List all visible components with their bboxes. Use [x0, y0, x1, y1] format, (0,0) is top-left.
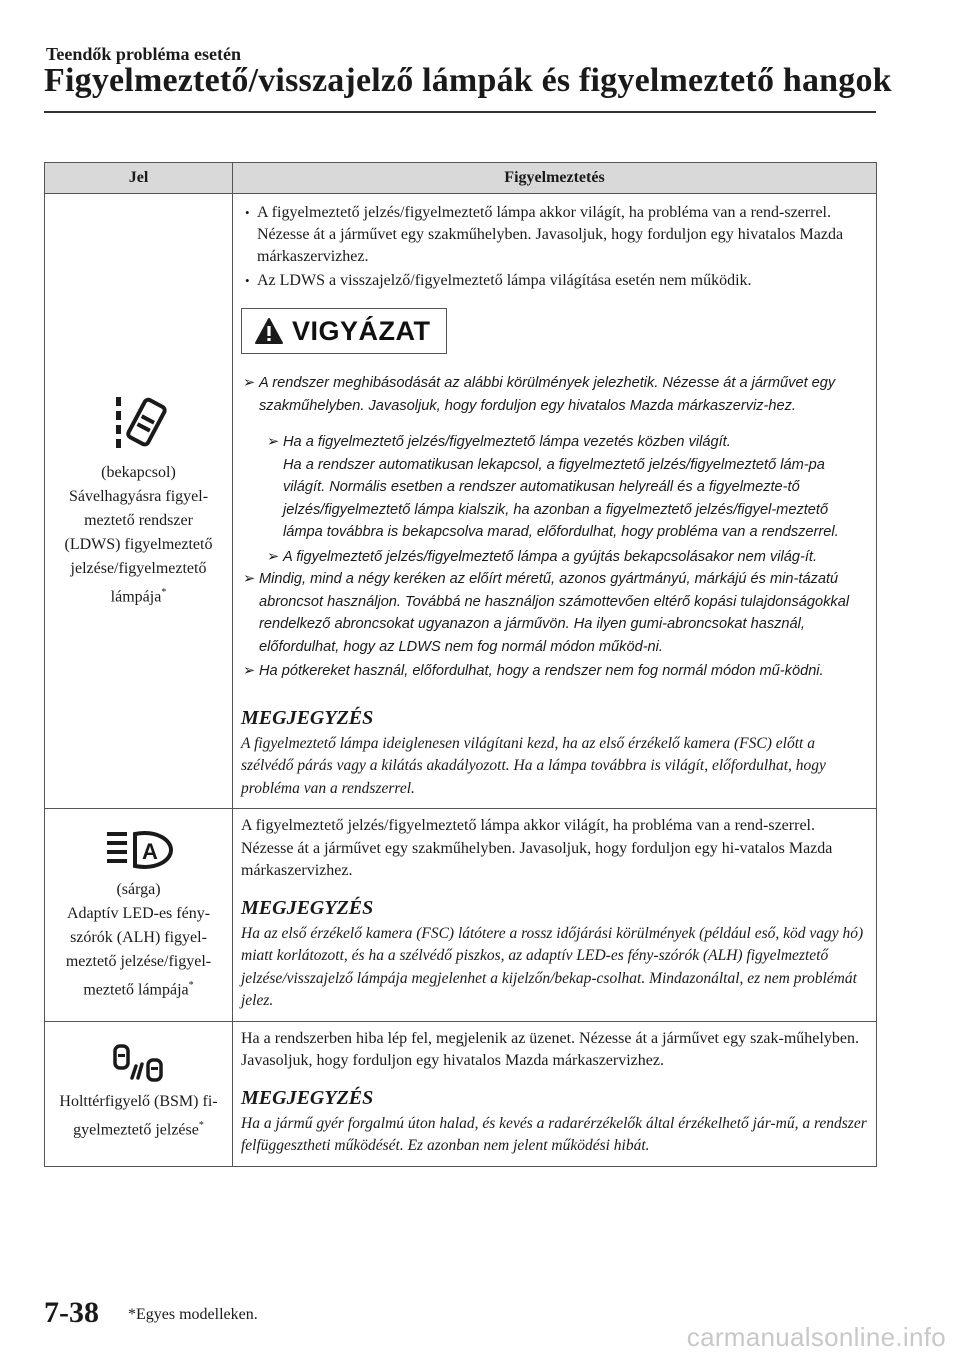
- footnote: *Egyes modelleken.: [128, 1306, 258, 1323]
- title-divider: [44, 111, 876, 113]
- blind-spot-monitoring-icon: [109, 1044, 169, 1084]
- table-row: [45, 809, 877, 1022]
- page-title: Figyelmeztető/visszajelző lámpák és figyelmeztető hangok: [44, 62, 892, 99]
- warning-triangle-icon: [254, 317, 284, 345]
- warning-lights-table: [44, 162, 877, 1167]
- list-item: • A figyelmeztető jelzés/figyelmeztető lámpa akkor világít, ha probléma van a rend-szerrel. Nézesse át a járművet egy szakműhelyben. Javasoljuk, hogy forduljon egy hivatalos Mazda márkaszervizhez.: [241, 202, 868, 268]
- symbol-cell: [45, 809, 233, 1022]
- warning-cell: [233, 809, 877, 1022]
- warning-cell: [233, 194, 877, 809]
- column-header-warning: Figyelmeztetés: [233, 163, 877, 194]
- note-text: Ha az első érzékelő kamera (FSC) látótere a rossz időjárási körülmények (például eső, köd vagy hó) miatt korlátozott, és ha a szélvédő piszkos, az adaptív LED-es fény-szórók (ALH) figyelmeztető jelzése/visszajelző lámpája megjelenhet a kijelzőn/bekap-csolhat. Mindazonáltal, ez nem problémát jelez.: [241, 924, 864, 1009]
- note-heading: MEGJEGYZÉS: [241, 896, 374, 919]
- symbol-label: (sárga) Adaptív LED-es fény- szórók (ALH) figyel- meztető jelzése/figyel- meztető lámpája*: [65, 880, 212, 998]
- table-header-row: [45, 163, 877, 194]
- note-text: Ha a jármű gyér forgalmú úton halad, és kevés a radarérzékelők által érzékelhető jár-mű, a rendszer felfüggesztheti működését. Ez azonban nem jelent működési hibát.: [241, 1114, 867, 1154]
- caution-content: [241, 372, 868, 683]
- table-row: [45, 1021, 877, 1166]
- note-text: A figyelmeztető lámpa ideiglenesen világítani kezd, ha az első érzékelő kamera (FSC) előtt a szélvédő párás vagy a kilátás akadályozott. Ha a lámpa továbbra is világít, előfordulhat, hogy probléma van a rendszerrel.: [241, 734, 826, 797]
- adaptive-led-headlight-icon: [105, 828, 173, 872]
- caution-label: VIGYÁZAT: [292, 316, 431, 346]
- caution-box: [241, 308, 447, 354]
- list-item: • Az LDWS a visszajelző/figyelmeztető lámpa világítása esetén nem működik.: [241, 270, 868, 292]
- column-header-symbol: Jel: [45, 163, 233, 194]
- page-number: 7-38: [44, 1296, 99, 1329]
- warning-cell: [233, 1021, 877, 1166]
- warning-text: Ha a rendszerben hiba lép fel, megjelenik az üzenet. Nézesse át a járművet egy szak-műhelyben. Javasoljuk, hogy forduljon egy hivatalos Mazda márkaszervizhez.: [241, 1029, 859, 1069]
- symbol-label: Holttérfigyelő (BSM) fi- gyelmeztető jelzése*: [59, 1093, 218, 1139]
- symbol-label: (bekapcsol) Sávelhagyásra figyel- meztető rendszer (LDWS) figyelmeztető jelzése/figyelmeztető lámpája*: [64, 463, 213, 606]
- svg-text:A: A: [141, 838, 158, 864]
- symbol-cell: [45, 194, 233, 809]
- caution-item: ➢ Ha pótkereket használ, előfordulhat, hogy a rendszer nem fog normál módon mű-ködni.: [243, 663, 824, 679]
- note-heading: MEGJEGYZÉS: [241, 1086, 374, 1109]
- lane-departure-warning-icon: [108, 393, 170, 455]
- table-row: [45, 194, 877, 809]
- warning-text: A figyelmeztető jelzés/figyelmeztető lámpa akkor világít, ha probléma van a rend-szerrel. Nézesse át a járművet egy szakműhelyben. Javasoljuk, hogy forduljon egy hi-vatalos Mazda márkaszervizhez.: [241, 817, 833, 879]
- caution-item: ➢ A rendszer meghibásodását az alábbi körülmények jelezhetik. Nézesse át a járművet egy szakműhelyben. Javasoljuk, hogy forduljon egy hivatalos Mazda márkaszerviz-hez.: [243, 375, 836, 414]
- caution-subitem: ➢ A figyelmeztető jelzés/figyelmeztető lámpa a gyújtás bekapcsolásakor nem világ-ít.: [267, 548, 818, 565]
- bullet-list: [241, 202, 868, 292]
- caution-item: ➢ Mindig, mind a négy keréken az előírt méretű, azonos gyártmányú, márkájú és min-tázatú abroncsot használjon. Továbbá ne használjon számottevően eltérő kopási tulajdonságokkal rendelkező abroncsokat ugyanazon a járművön. Ha ilyen gumi-abroncsokat használ, előfordulhat, hogy az LDWS nem fog normál módon működ-ni.: [243, 571, 850, 655]
- section-label: Teendők probléma esetén: [46, 44, 242, 64]
- note-heading: MEGJEGYZÉS: [241, 706, 374, 729]
- symbol-cell: [45, 1021, 233, 1166]
- watermark: carmanualsonline.info: [686, 1322, 946, 1352]
- caution-subitem: ➢ Ha a figyelmeztető jelzés/figyelmeztető lámpa vezetés közben világít. Ha a rendszer automatikusan lekapcsol, a figyelmeztető jelzés/figyelmeztető lám-pa világít. Normális esetben a rendszer automatikusan helyreáll és a figyelmezte-tő jelzés/figyelmeztető lámpa kialszik, ha azonban a figyelmeztető jelzés/figyel-meztető lámpa továbbra is bekapcsolva marad, előfordulhat, hogy probléma van a rendszerrel.: [267, 434, 839, 540]
